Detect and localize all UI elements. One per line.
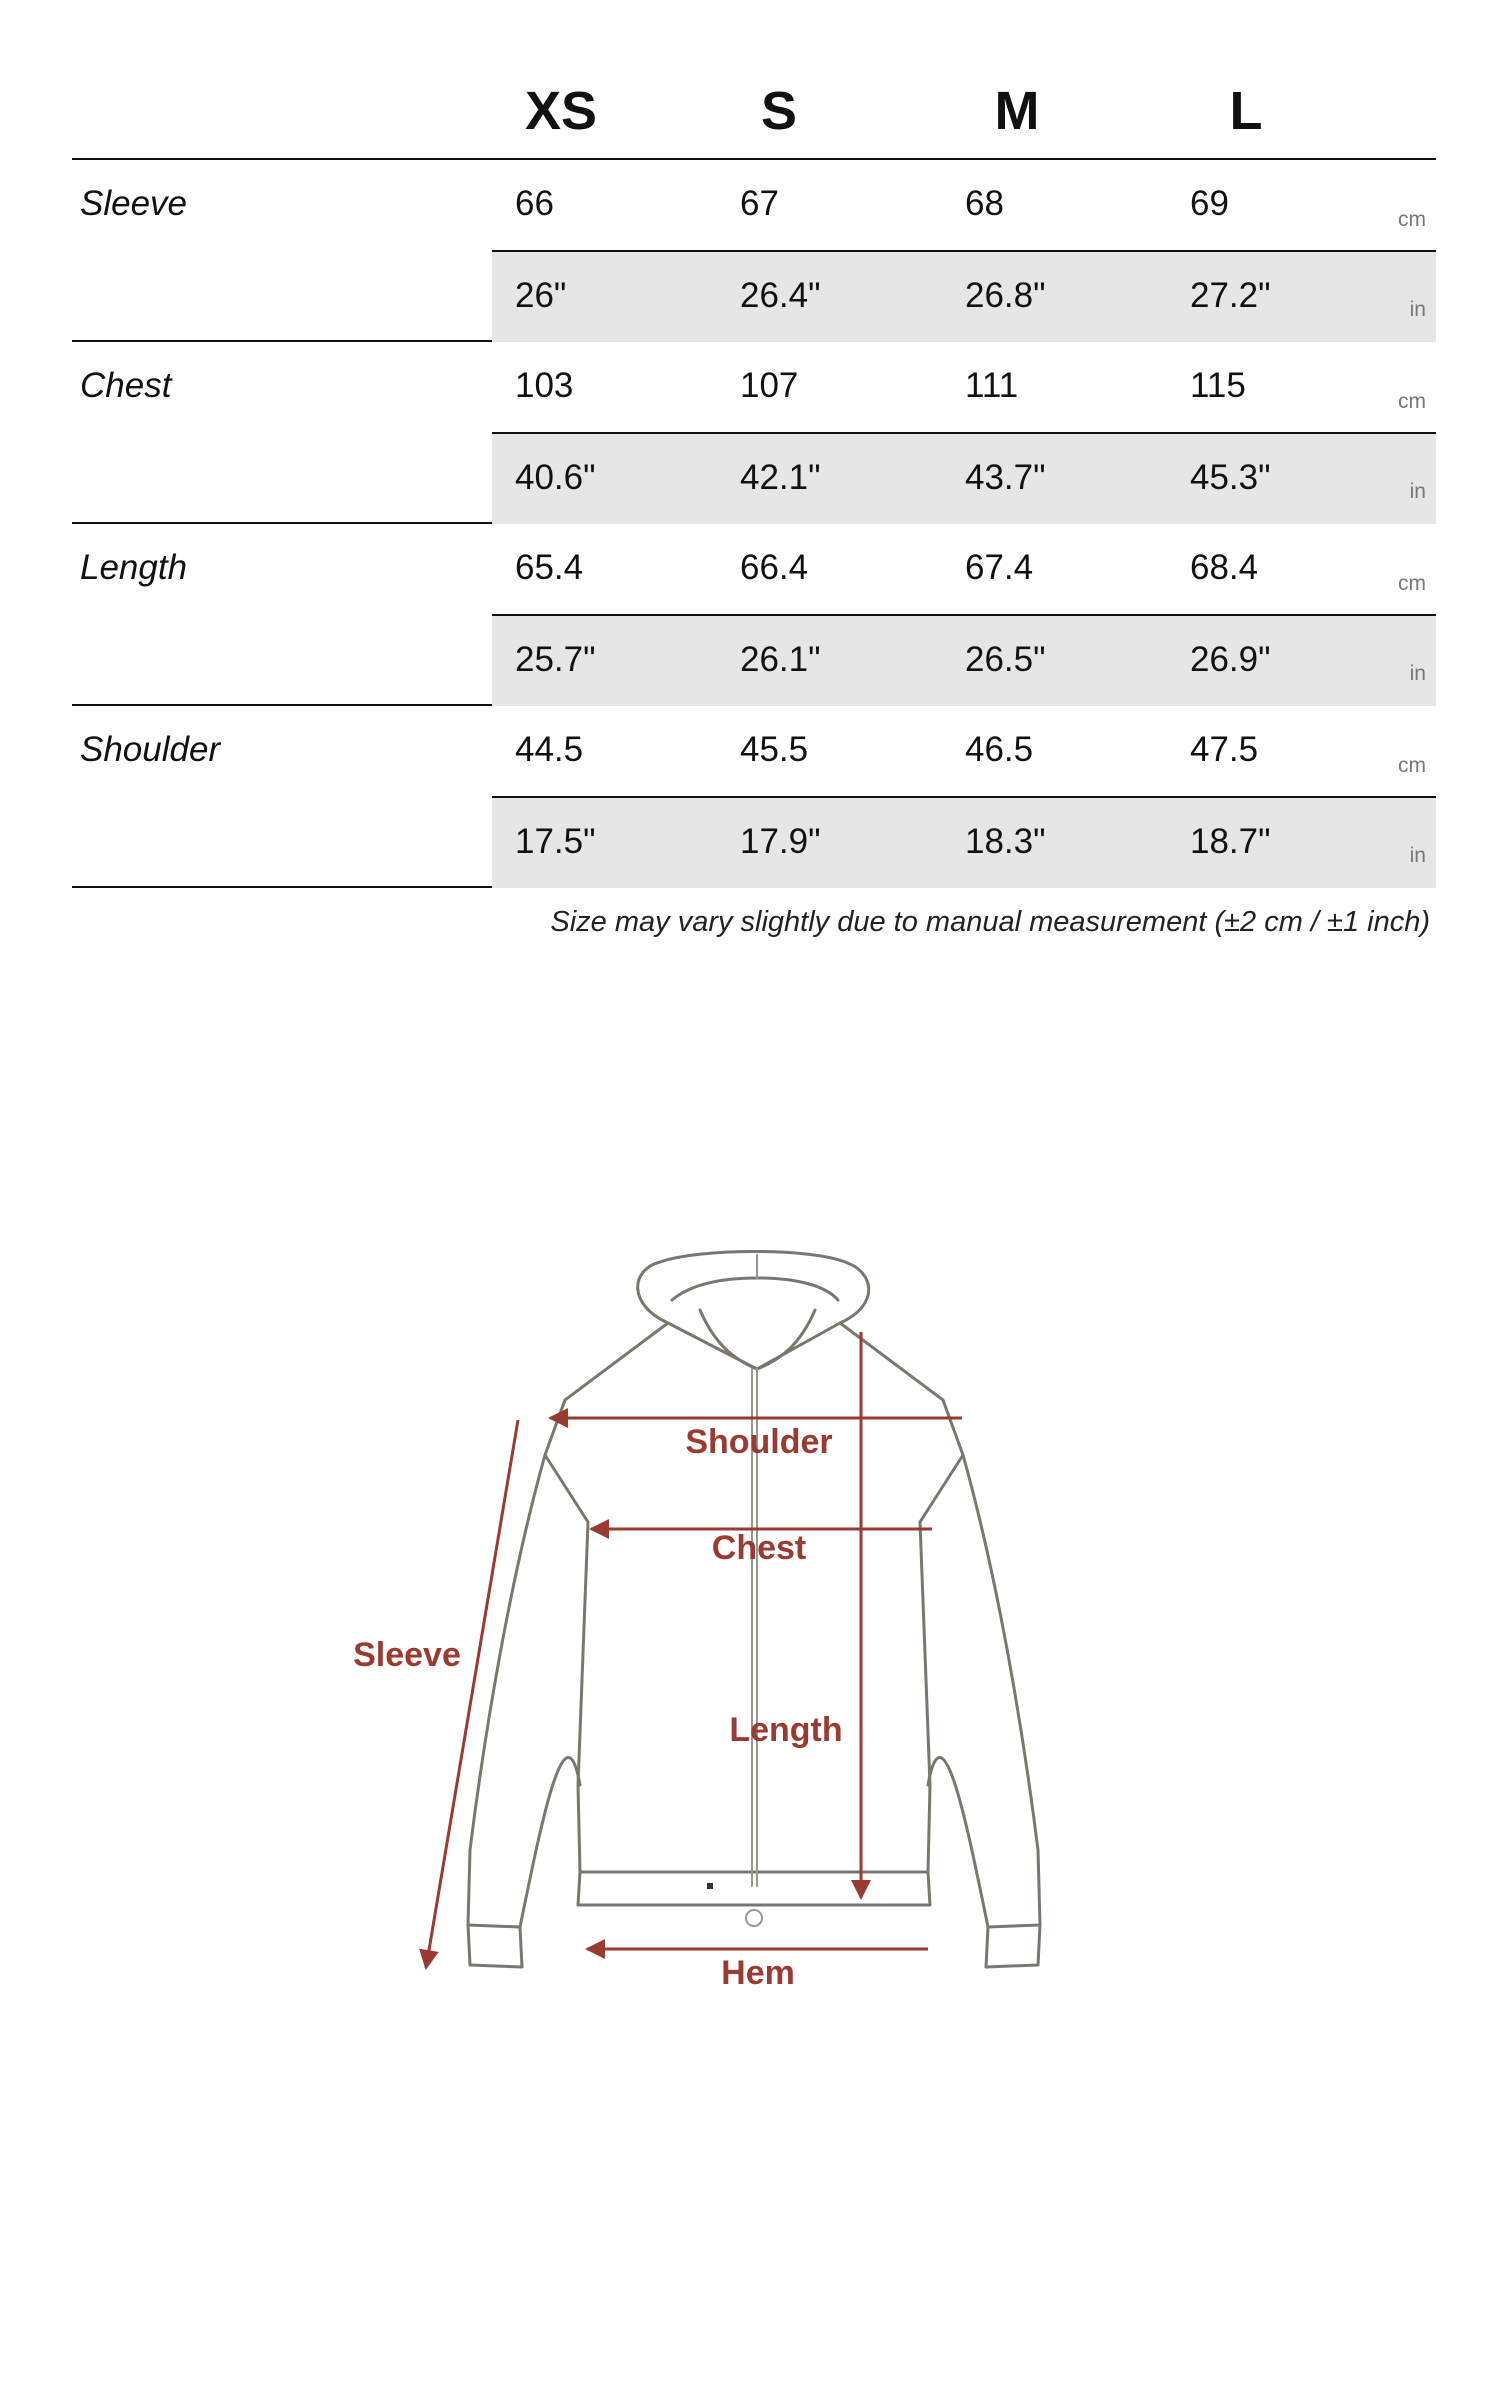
length-in-l: 26.9": [1190, 640, 1271, 679]
unit-in-label: in: [1409, 662, 1426, 685]
unit-in-label: in: [1409, 480, 1426, 503]
measurement-labels: [353, 1423, 843, 1992]
unit-in-label: in: [1409, 298, 1426, 321]
shoulder-row-group: [72, 706, 1436, 888]
chest-label: Chest: [80, 366, 172, 405]
length-in-row: [492, 614, 1436, 706]
chest-cm-m: 111: [965, 366, 1019, 405]
sleeve-cm-s: 67: [740, 184, 779, 223]
shoulder-cm-l: 47.5: [1190, 730, 1259, 769]
sleeve-arrow: [426, 1420, 518, 1968]
sleeve-cm-xs: 66: [515, 184, 554, 223]
sleeve-row-group: [72, 160, 1436, 342]
sleeve-cm-row: [492, 160, 1436, 250]
hem-diagram-label: Hem: [721, 1954, 795, 1992]
sleeve-cm-l: 69: [1190, 184, 1229, 223]
sleeve-in-s: 26.4": [740, 276, 821, 315]
length-cm-row: [492, 524, 1436, 614]
shoulder-in-xs: 17.5": [515, 822, 596, 861]
size-m-header: M: [994, 81, 1040, 141]
size-table: [72, 70, 1436, 938]
sleeve-label: Sleeve: [80, 184, 188, 223]
measurement-note: Size may vary slightly due to manual measurement (±2 cm / ±1 inch): [550, 906, 1430, 938]
shoulder-diagram-label: Shoulder: [685, 1423, 833, 1461]
length-cm-xs: 65.4: [515, 548, 584, 587]
hood-outline: [638, 1252, 869, 1324]
unit-cm-label: cm: [1398, 390, 1426, 413]
right-cuff: [986, 1925, 1040, 1967]
sleeve-in-row: [492, 250, 1436, 342]
length-row-group: [72, 524, 1436, 706]
right-sleeve-outline: [928, 1455, 1040, 1927]
size-l-header: L: [1229, 81, 1263, 141]
chest-in-xs: 40.6": [515, 458, 596, 497]
sleeve-cm-m: 68: [965, 184, 1004, 223]
chest-cm-l: 115: [1190, 366, 1246, 405]
length-in-s: 26.1": [740, 640, 821, 679]
sleeve-in-xs: 26": [515, 276, 567, 315]
shoulder-label: Shoulder: [80, 730, 221, 769]
chest-in-row: [492, 432, 1436, 524]
length-diagram-label: Length: [729, 1711, 843, 1749]
left-cuff: [468, 1925, 522, 1967]
shoulder-cm-row: [492, 706, 1436, 796]
length-cm-m: 67.4: [965, 548, 1034, 587]
sleeve-in-l: 27.2": [1190, 276, 1271, 315]
sleeve-diagram-label: Sleeve: [353, 1636, 461, 1674]
shoulder-cm-m: 46.5: [965, 730, 1034, 769]
length-in-m: 26.5": [965, 640, 1046, 679]
neckline: [700, 1310, 815, 1369]
shoulder-in-row: [492, 796, 1436, 888]
chest-in-s: 42.1": [740, 458, 821, 497]
shoulder-cm-xs: 44.5: [515, 730, 584, 769]
size-xs-header: XS: [524, 81, 598, 141]
shoulder-cm-s: 45.5: [740, 730, 809, 769]
unit-in-label: in: [1409, 844, 1426, 867]
shoulder-in-l: 18.7": [1190, 822, 1271, 861]
hood-inner: [672, 1278, 838, 1300]
zipper-pull: [746, 1910, 762, 1926]
chest-row-group: [72, 342, 1436, 524]
size-s-header: S: [760, 81, 798, 141]
sleeve-in-m: 26.8": [965, 276, 1046, 315]
chest-cm-xs: 103: [515, 366, 574, 405]
hem-band: [578, 1872, 930, 1905]
length-cm-l: 68.4: [1190, 548, 1259, 587]
unit-cm-label: cm: [1398, 208, 1426, 231]
unit-cm-label: cm: [1398, 572, 1426, 595]
shoulder-in-s: 17.9": [740, 822, 821, 861]
left-sleeve-outline: [468, 1455, 580, 1927]
length-label: Length: [80, 548, 188, 587]
label-tag: [707, 1883, 713, 1889]
length-in-xs: 25.7": [515, 640, 596, 679]
chest-diagram-label: Chest: [711, 1529, 807, 1567]
hoodie-outline: [468, 1252, 1040, 1968]
measurement-arrows: [426, 1332, 962, 1968]
size-header-row: [72, 70, 1436, 160]
length-cm-s: 66.4: [740, 548, 809, 587]
hoodie-body-outline: [545, 1323, 963, 1872]
chest-in-l: 45.3": [1190, 458, 1271, 497]
chest-cm-row: [492, 342, 1436, 432]
unit-cm-label: cm: [1398, 754, 1426, 777]
shoulder-in-m: 18.3": [965, 822, 1046, 861]
chest-cm-s: 107: [740, 366, 799, 405]
chest-in-m: 43.7": [965, 458, 1046, 497]
